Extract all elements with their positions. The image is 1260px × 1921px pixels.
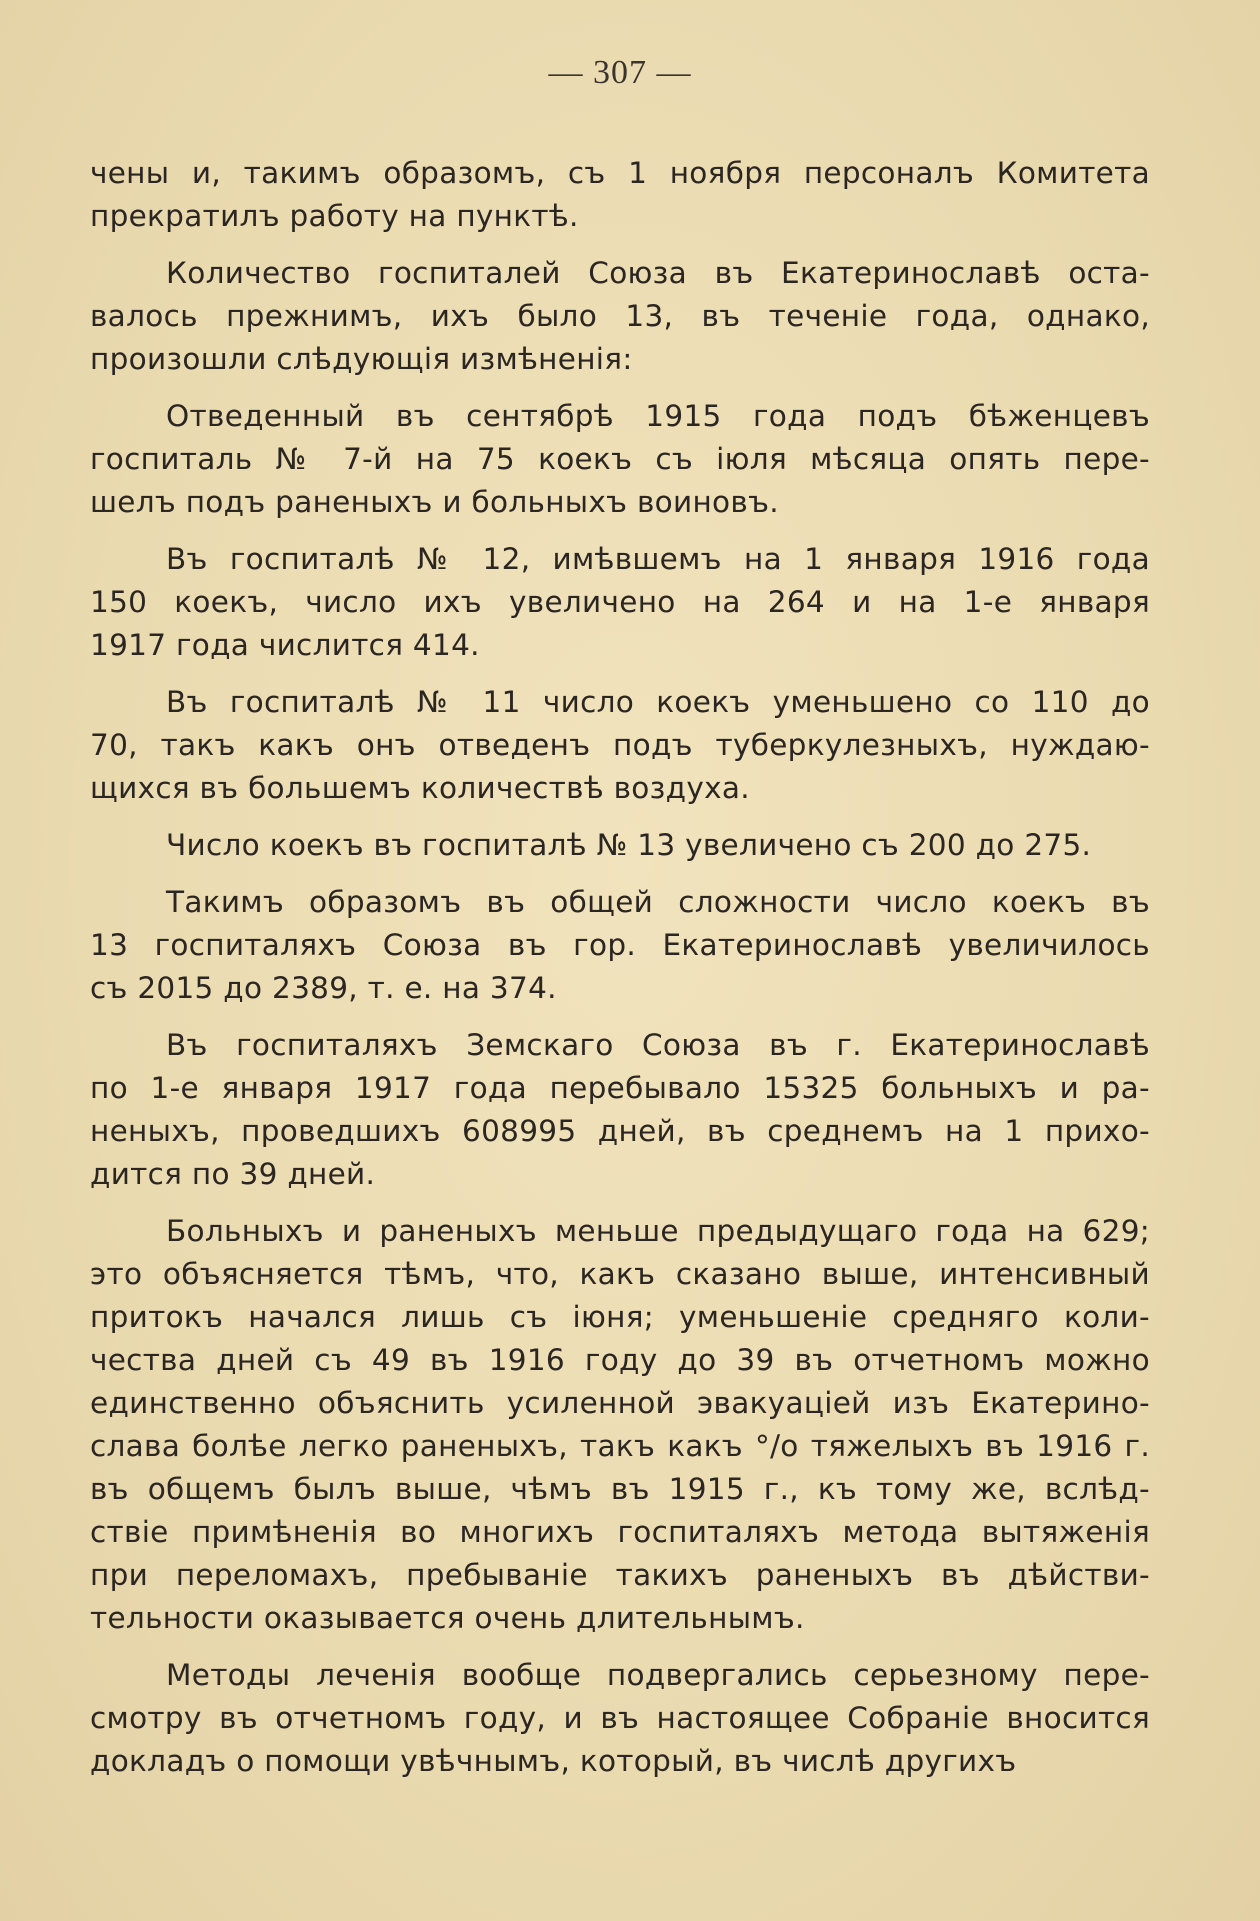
text-line: Въ госпиталѣ № 11 число коекъ уменьшено со 110 до [166, 685, 1150, 719]
paragraph [90, 1210, 1150, 1640]
page-number: — 307 — [548, 54, 692, 91]
text-line: Больныхъ и раненыхъ меньше предыдущаго года на 629; [166, 1214, 1150, 1248]
text-line: Въ госпиталѣ № 12, имѣвшемъ на 1 января 1916 года [166, 542, 1150, 576]
paragraph [90, 681, 1150, 810]
paragraph [90, 824, 1150, 867]
text-line: Методы леченія вообще подвергались серьезному пере- [166, 1658, 1150, 1692]
text-line: дится по 39 дней. [90, 1157, 376, 1191]
text-line: госпиталь № 7-й на 75 коекъ съ іюля мѣсяца опять пере- [90, 442, 1150, 476]
text-line: шелъ подъ раненыхъ и больныхъ воиновъ. [90, 485, 779, 519]
text-line: притокъ начался лишь съ іюня; уменьшеніе средняго коли- [90, 1300, 1150, 1334]
text-line: слава болѣе легко раненыхъ, такъ какъ °/о тяжелыхъ въ 1916 г. [90, 1429, 1150, 1463]
text-line: неныхъ, проведшихъ 608995 дней, въ среднемъ на 1 прихо- [90, 1114, 1150, 1148]
text-line: ствіе примѣненія во многихъ госпиталяхъ метода вытяженія [90, 1515, 1150, 1549]
text-line: въ общемъ былъ выше, чѣмъ въ 1915 г., къ тому же, вслѣд- [90, 1472, 1150, 1506]
text-line: Количество госпиталей Союза въ Екатеринославѣ оста- [166, 256, 1150, 290]
paragraph [90, 252, 1150, 381]
body-text [90, 152, 1150, 1783]
paragraph [90, 395, 1150, 524]
text-line: тельности оказывается очень длительнымъ. [90, 1601, 805, 1635]
text-line: смотру въ отчетномъ году, и въ настоящее Собраніе вносится [90, 1701, 1150, 1735]
text-line: 70, такъ какъ онъ отведенъ подъ туберкулезныхъ, нуждаю- [90, 728, 1150, 762]
text-line: чества дней съ 49 въ 1916 году до 39 въ отчетномъ можно [90, 1343, 1150, 1377]
text-line: валось прежнимъ, ихъ было 13, въ теченіе года, однако, [90, 299, 1150, 333]
text-line: щихся въ большемъ количествѣ воздуха. [90, 771, 750, 805]
text-line: чены и, такимъ образомъ, съ 1 ноября персоналъ Комитета [90, 156, 1150, 190]
paragraph [90, 1024, 1150, 1196]
text-line: Въ госпиталяхъ Земскаго Союза въ г. Екатеринославѣ [166, 1028, 1150, 1062]
text-line: прекратилъ работу на пунктѣ. [90, 199, 579, 233]
text-line: при переломахъ, пребываніе такихъ раненыхъ въ дѣйстви- [90, 1558, 1150, 1592]
paragraph [90, 1654, 1150, 1783]
paragraph [90, 152, 1150, 238]
text-line: съ 2015 до 2389, т. е. на 374. [90, 971, 557, 1005]
text-line: докладъ о помощи увѣчнымъ, который, въ числѣ другихъ [90, 1744, 1017, 1778]
text-line: Отведенный въ сентябрѣ 1915 года подъ бѣженцевъ [166, 399, 1150, 433]
text-line: это объясняется тѣмъ, что, какъ сказано выше, интенсивный [90, 1257, 1150, 1291]
text-line: Такимъ образомъ въ общей сложности число коекъ въ [166, 885, 1150, 919]
text-line: произошли слѣдующія измѣненія: [90, 342, 633, 376]
text-line: единственно объяснить усиленной эвакуаціей изъ Екатерино- [90, 1386, 1150, 1420]
text-line: 13 госпиталяхъ Союза въ гор. Екатеринославѣ увеличилось [90, 928, 1150, 962]
text-line: 150 коекъ, число ихъ увеличено на 264 и на 1-е января [90, 585, 1150, 619]
text-line: Число коекъ въ госпиталѣ № 13 увеличено съ 200 до 275. [166, 828, 1092, 862]
text-line: 1917 года числится 414. [90, 628, 480, 662]
paragraph [90, 881, 1150, 1010]
paragraph [90, 538, 1150, 667]
text-line: по 1-е января 1917 года перебывало 15325 больныхъ и ра- [90, 1071, 1150, 1105]
